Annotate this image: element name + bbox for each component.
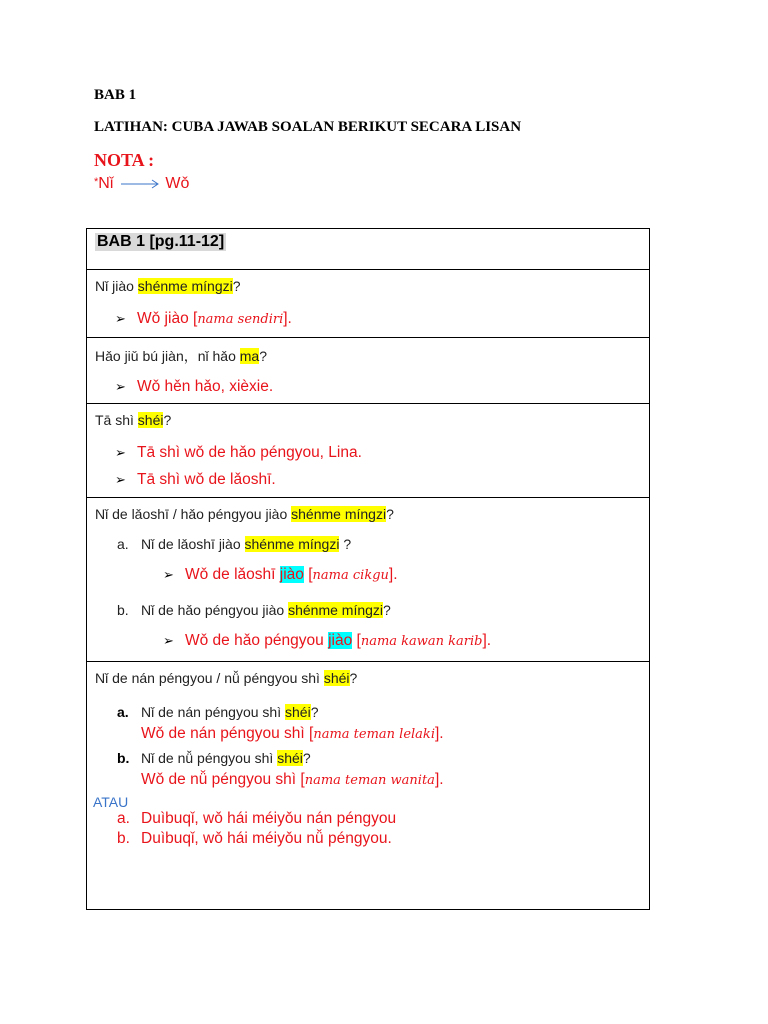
answer-5a: Wǒ de nán péngyou shì [nama teman lelaki]. — [141, 725, 444, 742]
question-4: Nǐ de lǎoshī / hǎo péngyou jiào shénme míngzi? — [95, 506, 394, 522]
answer-3a: ➢ Tā shì wǒ de hǎo péngyou, Lina. — [115, 444, 362, 461]
atau-label: ATAU — [93, 794, 129, 810]
table-row — [87, 403, 649, 498]
answer-3b: ➢ Tā shì wǒ de lǎoshī. — [115, 471, 276, 488]
nota-from: Nǐ — [98, 175, 114, 192]
exercise-instruction: LATIHAN: CUBA JAWAB SOALAN BERIKUT SECARA LISAN — [94, 119, 522, 135]
question-2: Hǎo jiǔ bú jiàn，nǐ hǎo ma? — [95, 348, 268, 364]
bullet-arrow-icon: ➢ — [163, 567, 174, 582]
table-row — [87, 661, 649, 910]
bullet-arrow-icon: ➢ — [115, 311, 126, 326]
nota-star: * — [94, 176, 99, 188]
nota-to: Wǒ — [165, 175, 190, 192]
question-3: Tā shì shéi? — [95, 412, 172, 428]
answer-5b: Wǒ de nǚ péngyou shì [nama teman wanita]. — [141, 771, 444, 788]
table-row — [87, 269, 649, 338]
table-title-row — [87, 229, 649, 269]
table-row — [87, 497, 649, 662]
arrow-right-icon — [121, 178, 161, 190]
bullet-arrow-icon: ➢ — [115, 379, 126, 394]
alternative-answer-a: a. Duìbuqǐ, wǒ hái méiyǒu nán péngyou — [117, 810, 397, 827]
table-row — [87, 337, 649, 404]
exercise-table — [86, 228, 650, 910]
question-5b: b. Nǐ de nǚ péngyou shì shéi? — [117, 750, 311, 766]
question-5a: a. Nǐ de nán péngyou shì shéi? — [117, 704, 319, 720]
question-5: Nǐ de nán péngyou / nǚ péngyou shì shéi? — [95, 670, 358, 686]
answer-4b: ➢ Wǒ de hǎo péngyou jiào [nama kawan karib]. — [163, 632, 492, 649]
table-title: BAB 1 [pg.11-12] — [97, 233, 225, 250]
chapter-heading: BAB 1 — [94, 87, 137, 103]
nota-line — [94, 175, 189, 193]
bullet-arrow-icon: ➢ — [163, 633, 174, 648]
answer-2: ➢ Wǒ hěn hǎo, xièxie. — [115, 378, 274, 395]
answer-1: ➢ Wǒ jiào [nama sendiri]. — [115, 310, 292, 327]
question-4b: b. Nǐ de hǎo péngyou jiào shénme míngzi? — [117, 602, 391, 618]
question-1: Nǐ jiào shénme míngzi? — [95, 278, 241, 294]
nota-label: NOTA : — [94, 150, 155, 170]
bullet-arrow-icon: ➢ — [115, 445, 126, 460]
alternative-answer-b: b. Duìbuqǐ, wǒ hái méiyǒu nǚ péngyou. — [117, 830, 392, 847]
question-4a: a. Nǐ de lǎoshī jiào shénme míngzi ? — [117, 536, 352, 552]
bullet-arrow-icon: ➢ — [115, 472, 126, 487]
answer-4a: ➢ Wǒ de lǎoshī jiào [nama cikgu]. — [163, 566, 398, 583]
